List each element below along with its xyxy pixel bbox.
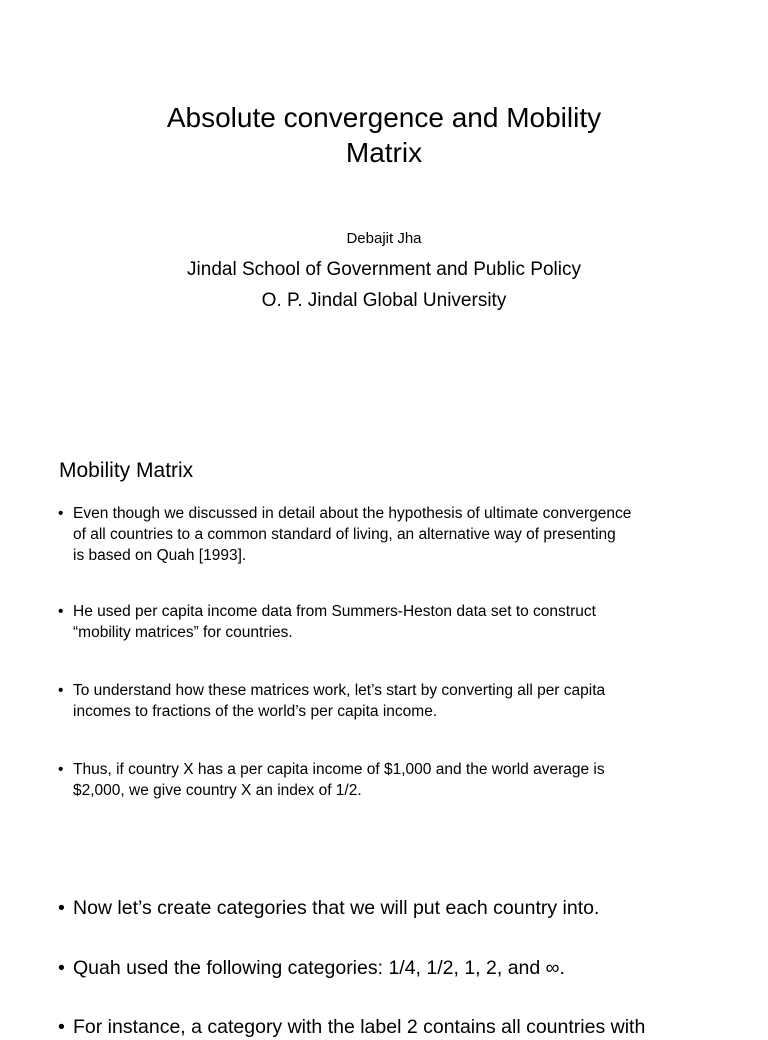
slide-title [60, 100, 708, 170]
title-slide [0, 0, 768, 430]
bullet-icon: • [58, 957, 65, 979]
bullet-line: of all countries to a common standard of living, an alternative way of presenting [73, 526, 616, 543]
bullet-line: incomes to fractions of the world’s per capita income. [73, 703, 438, 720]
slide-heading: Mobility Matrix [59, 459, 194, 482]
bullet-text: Quah used the following categories: 1/4, 1/2, 1, 2, and ∞. [73, 957, 565, 979]
bullet-text: For instance, a category with the label 2 contains all countries with [73, 1016, 646, 1038]
bullet-line: Even though we discussed in detail about the hypothesis of ultimate convergence [73, 505, 632, 522]
bullet-item [58, 503, 718, 566]
bullet-text: Now let’s create categories that we will put each country into. [73, 897, 600, 919]
bullet-line: To understand how these matrices work, let’s start by converting all per capita [73, 682, 606, 699]
bullet-icon: • [58, 682, 64, 699]
bullet-line: He used per capita income data from Summers-Heston data set to construct [73, 603, 596, 620]
bullet-line: is based on Quah [1993]. [73, 547, 247, 564]
bullet-icon: • [58, 1016, 65, 1038]
bullet-item [58, 955, 758, 981]
bullet-icon: • [58, 761, 64, 778]
affiliation-school: Jindal School of Government and Public Policy [187, 259, 581, 280]
mobility-matrix-slide [0, 430, 768, 840]
bullet-item [58, 895, 758, 921]
bullet-line: Thus, if country X has a per capita income of $1,000 and the world average is [73, 761, 605, 778]
bullet-icon: • [58, 603, 64, 620]
bullet-line: “mobility matrices” for countries. [73, 624, 293, 641]
bullet-item [58, 1014, 758, 1040]
affiliation-university: O. P. Jindal Global University [261, 290, 507, 311]
bullet-item [58, 601, 718, 643]
bullet-item [58, 680, 718, 722]
categories-slide [0, 840, 768, 1038]
title-line-2: Matrix [345, 137, 423, 168]
author-name: Debajit Jha [346, 230, 422, 247]
bullet-item [58, 759, 718, 801]
bullet-icon: • [58, 897, 65, 919]
title-line-1: Absolute convergence and Mobility [166, 102, 602, 133]
bullet-line: $2,000, we give country X an index of 1/2. [73, 782, 362, 799]
bullet-icon: • [58, 505, 64, 522]
